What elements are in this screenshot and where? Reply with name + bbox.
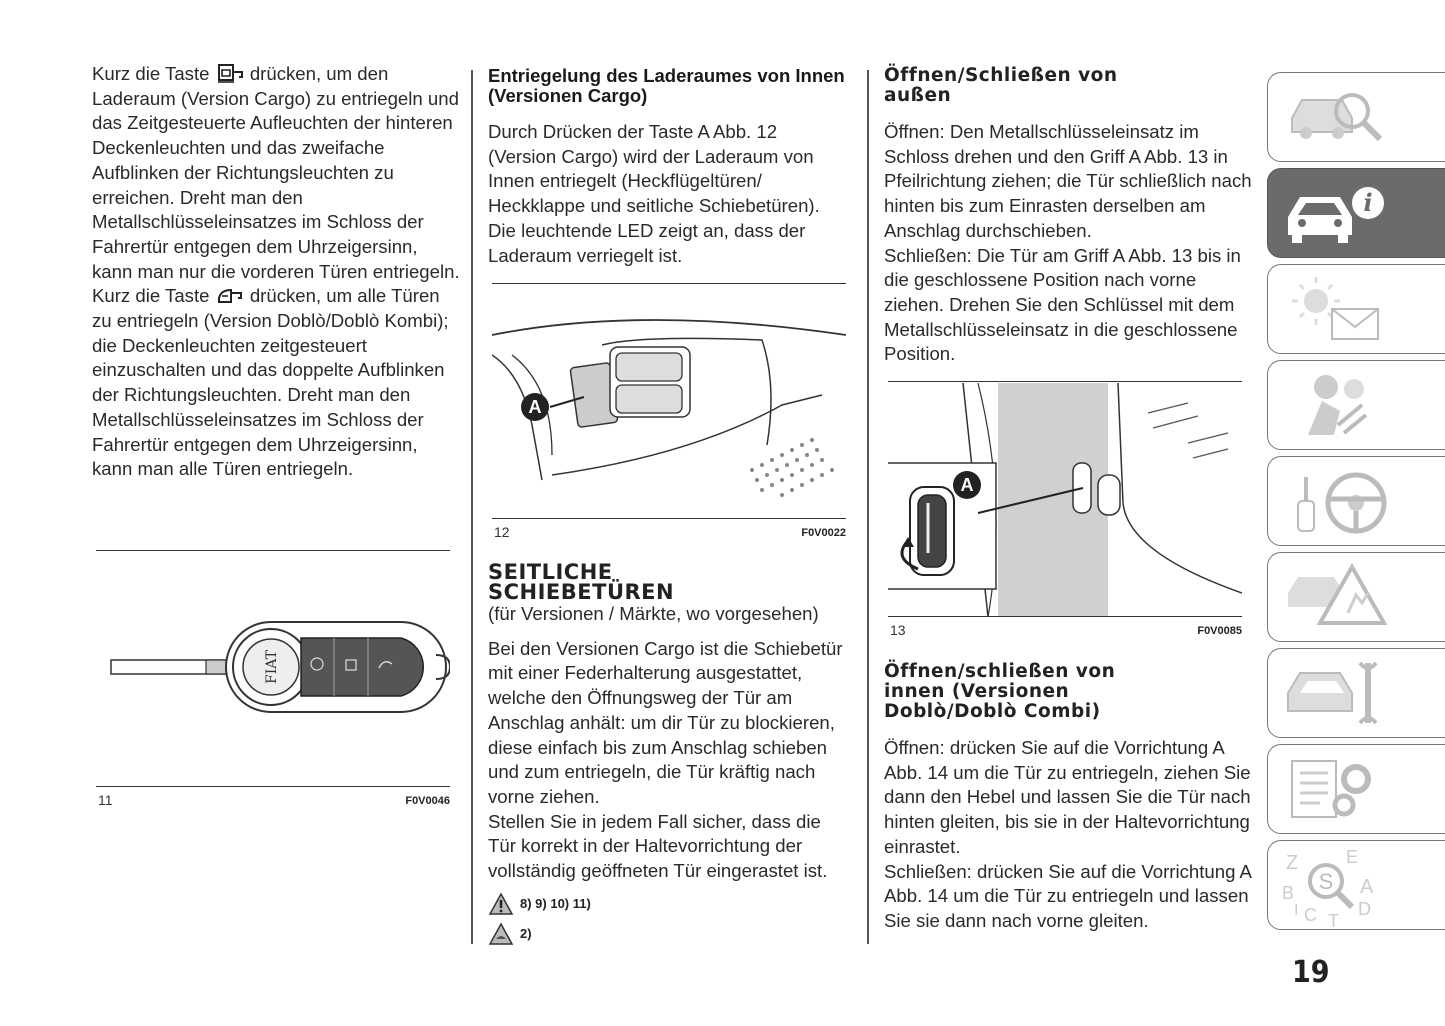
- index-letter: D: [1358, 899, 1371, 919]
- figure-13: [888, 381, 1242, 643]
- alphabet-search-icon: [1274, 843, 1394, 927]
- subsection-heading: [884, 662, 1252, 722]
- sliding-door-illustration: [888, 383, 1242, 617]
- figure-code: F0V0022: [801, 527, 846, 539]
- light-mail-icon: [1278, 269, 1398, 349]
- text: drücken, um alle Türen zu entriegeln (Version Doblò/Doblò Kombi); die Deckenleuchten zeitgesteuert einzuschalten und das doppelte Aufblinken der Richtungsleuchten. Dreht man den Metallschlüsseleinsatzes im Schloss der Fahrertür entgegen dem Uhrzeigersinn, kann man alle Türen entriegeln.: [92, 285, 449, 480]
- heading-line: Öffnen/schließen von: [884, 661, 1116, 682]
- figure-12: [492, 283, 846, 545]
- index-letter: C: [1304, 905, 1317, 925]
- paragraph: Stellen Sie in jedem Fall sicher, dass die Tür korrekt in der Haltevorrichtung der vollständig geöffneten Tür eingerastet ist.: [488, 810, 828, 882]
- car-wrench-icon: [1278, 653, 1398, 733]
- door-unlock-icon: [215, 284, 245, 306]
- column-2: [488, 62, 848, 268]
- text: Kurz die Taste: [92, 285, 210, 307]
- column-2-lower: [488, 562, 850, 946]
- figure-number: 11: [98, 792, 113, 808]
- airbag-icon: [1278, 365, 1398, 445]
- section-title: [488, 562, 850, 602]
- callout-a: A: [521, 393, 549, 421]
- column-3: [884, 62, 1252, 367]
- column-divider: [867, 70, 869, 944]
- figure-11: [96, 550, 450, 810]
- svg-text:FIAT: FIAT: [264, 650, 280, 684]
- index-letter: T: [1328, 911, 1339, 927]
- column-3-lower: [884, 662, 1252, 934]
- title-line: SEITLICHE: [488, 560, 613, 584]
- tab-maintenance[interactable]: [1267, 648, 1445, 738]
- svg-text:S: S: [1318, 869, 1334, 894]
- figure-code: F0V0046: [405, 795, 450, 807]
- index-letter: B: [1282, 883, 1295, 903]
- paragraph: Schließen: Die Tür am Griff A Abb. 13 bis in die geschlossene Position nach vorne ziehen. Drehen Sie den Schlüssel mit dem Metallschlüsseleinsatz in die geschlossene Position.: [884, 244, 1241, 365]
- title-line: SCHIEBETÜREN: [488, 580, 675, 604]
- subsection-heading: Öffnen/Schließen von außen: [884, 65, 1118, 106]
- tab-technical-data[interactable]: [1267, 744, 1445, 834]
- tab-lights-messages[interactable]: [1267, 264, 1445, 354]
- paragraph: Öffnen: drücken Sie auf die Vorrichtung A Abb. 14 um die Tür zu entriegeln, ziehen Sie dann den Hebel und lassen Sie die Tür nach hinten gleiten, bis sie in der Haltevorrichtung einrastet.: [884, 737, 1251, 857]
- paragraph: [92, 62, 462, 284]
- list-gears-icon: [1278, 749, 1398, 829]
- paragraph: Schließen: drücken Sie auf die Vorrichtung A Abb. 14 um die Tür zu entriegeln und lassen Sie sie dann nach vorne gleiten.: [884, 860, 1251, 931]
- text: drücken, um den Laderaum (Version Cargo) zu entriegeln und das Zeitgesteuerte Aufleuchten der hinteren Deckenleuchten und das zweifache Aufblinken der Richtungsleuchten zu erreichen. Dreht man den Metallschlüsseleinsatzes im Schloss der Fahrertür entgegen dem Uhrzeigersinn, kann man nur die vorderen Türen entriegeln.: [92, 63, 460, 282]
- note-refs: 2): [520, 926, 532, 942]
- index-letter: A: [1360, 876, 1374, 898]
- paragraph: Durch Drücken der Taste A Abb. 12 (Version Cargo) wird der Laderaum von Innen entriegelt (Heckflügeltüren/ Heckklappe und seitliche Schiebetüren). Die leuchtende LED zeigt an, dass der Laderaum verriegelt ist.: [488, 121, 820, 266]
- paragraph: [92, 284, 462, 482]
- column-1: [92, 62, 462, 482]
- paragraph: Öffnen: Den Metallschlüsseleinsatz im Schloss drehen und den Griff A Abb. 13 in Pfeilrichtung ziehen; die Tür schließlich nach hinten bis zum Einrasten derselben am Anschlag durchschieben.: [884, 121, 1252, 241]
- environment-note-icon: [488, 922, 514, 946]
- index-letter: Z: [1286, 852, 1299, 874]
- figure-code: F0V0085: [1197, 625, 1242, 637]
- index-letter: I: [1294, 902, 1299, 919]
- figure-number: 13: [890, 622, 906, 638]
- warning-reference: [488, 892, 850, 916]
- note-reference: [488, 922, 850, 946]
- warning-triangle-icon: [488, 892, 514, 916]
- tab-starting-driving[interactable]: [1267, 456, 1445, 546]
- callout-a: A: [953, 471, 981, 499]
- index-letter: E: [1346, 847, 1359, 867]
- car-info-icon: [1278, 175, 1398, 255]
- key-steering-icon: [1278, 461, 1398, 541]
- page-number: 19: [1292, 955, 1330, 990]
- subsection-heading: Entriegelung des Laderaumes von Innen (Versionen Cargo): [488, 65, 845, 106]
- figure-number: 12: [494, 524, 510, 540]
- svg-text:i: i: [1363, 188, 1373, 217]
- tab-index[interactable]: [1267, 840, 1445, 930]
- tab-emergency[interactable]: [1267, 552, 1445, 642]
- text: Kurz die Taste: [92, 63, 210, 84]
- tab-safety[interactable]: [1267, 360, 1445, 450]
- paragraph: Bei den Versionen Cargo ist die Schiebetür mit einer Federhalterung ausgestattet, welche den Öffnungsweg der Tür am Anschlag anhält: um dir Tür zu blockieren, diese einfach bis zum Anschlag schieben und zum entriegeln, die Tür kräftig nach vorne ziehen.: [488, 637, 843, 807]
- car-warning-icon: [1278, 557, 1398, 637]
- tab-car-info[interactable]: [1267, 168, 1445, 258]
- cargo-unlock-icon: [215, 62, 245, 84]
- column-divider: [471, 70, 473, 944]
- car-key-illustration: [96, 590, 450, 810]
- heading-line: innen (Versionen: [884, 681, 1070, 702]
- tab-car-search[interactable]: [1267, 72, 1445, 162]
- warning-refs: 8) 9) 10) 11): [520, 896, 591, 912]
- heading-line: Doblò/Doblò Combi): [884, 701, 1101, 722]
- car-search-icon: [1278, 77, 1398, 157]
- section-subtitle: (für Versionen / Märkte, wo vorgesehen): [488, 603, 819, 624]
